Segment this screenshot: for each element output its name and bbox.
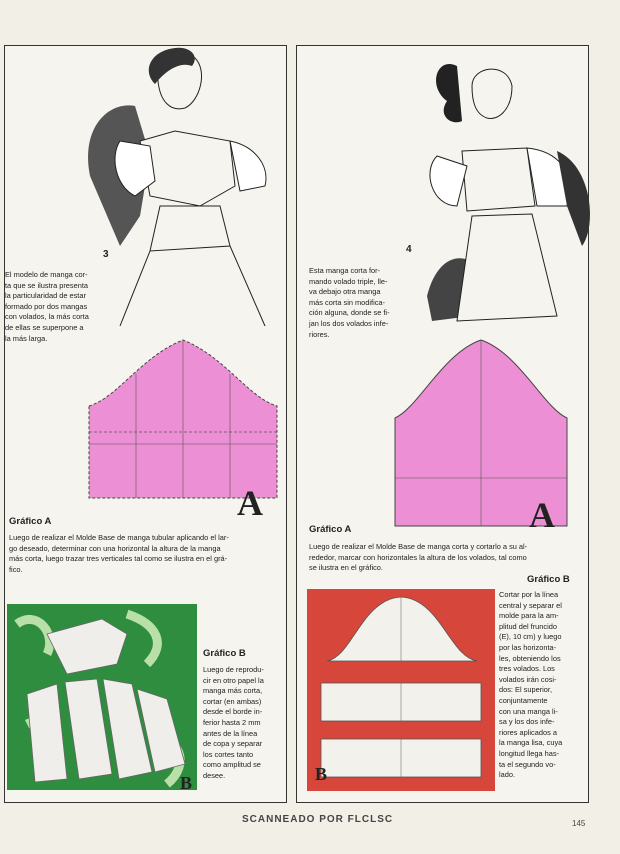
intro-text: Esta manga corta for- mando volado triple, lle- va debajo otra manga más corta sin modifica- ción alguna, donde se fi- jan los dos volados infe- riores. [309, 266, 390, 339]
page-number: 145 [572, 819, 586, 828]
figure-number: 4 [406, 244, 412, 255]
pattern-letter-a: A [237, 483, 263, 523]
grafico-b-title: Gráfico B [203, 648, 246, 659]
pattern-letter-a: A [529, 495, 555, 535]
sleeve-pattern-diagram-b [7, 604, 197, 790]
grafico-b-text: Luego de reprodu- cir en otro papel la manga más corta, cortar (en ambas) desde el borde in- ferior hasta 2 mm antes de la línea de copa y separar los cortes tanto como amplitud se desee. [203, 665, 264, 780]
pattern-letter-b: B [315, 764, 328, 784]
grafico-a-title: Gráfico A [309, 524, 352, 535]
ruffle-pieces-diagram-b [307, 589, 495, 791]
figure-number: 3 [103, 249, 109, 260]
grafico-a-title: Gráfico A [9, 516, 52, 527]
fashion-illustration-ruffle-sleeve [417, 56, 597, 326]
right-article-panel [296, 45, 589, 803]
pattern-letter-b: B [180, 773, 193, 793]
grafico-a-text: Luego de realizar el Molde Base de manga tubular aplicando el lar- go deseado, determinar con una horizontal la altura de la manga más corta, luego trazar tres verticales tal como se ilustra en el grá- fico. [9, 533, 229, 574]
left-article-panel [4, 45, 287, 803]
intro-text: El modelo de manga cor- ta que se ilustra presenta la particularidad de estar formado por dos mangas con volados, la más corta de ellas se superpone a la más larga. [5, 270, 89, 343]
sleeve-pattern-diagram-a [87, 338, 279, 500]
grafico-b-title: Gráfico B [527, 574, 570, 585]
grafico-b-text: Cortar por la línea central y separar el molde para la am- plitud del fruncido (E), 10 cm) y luego por las horizonta- les, obteniendo los tres volados. Los volados irán cosi- dos: El superior, conjuntamente con una manga li- sa y los dos infe- riores aplicados a la manga lisa, cuya longitud llega has- ta el segundo vo- lado. [499, 590, 563, 780]
fashion-illustration-short-sleeve [80, 46, 280, 326]
scan-credit: SCANNEADO POR FLCLSC [242, 814, 394, 825]
grafico-a-text: Luego de realizar el Molde Base de manga corta y cortarlo a su al- rededor, marcar con horizontales la altura de los volados, tal como se ilustra en el gráfico. [309, 542, 528, 573]
